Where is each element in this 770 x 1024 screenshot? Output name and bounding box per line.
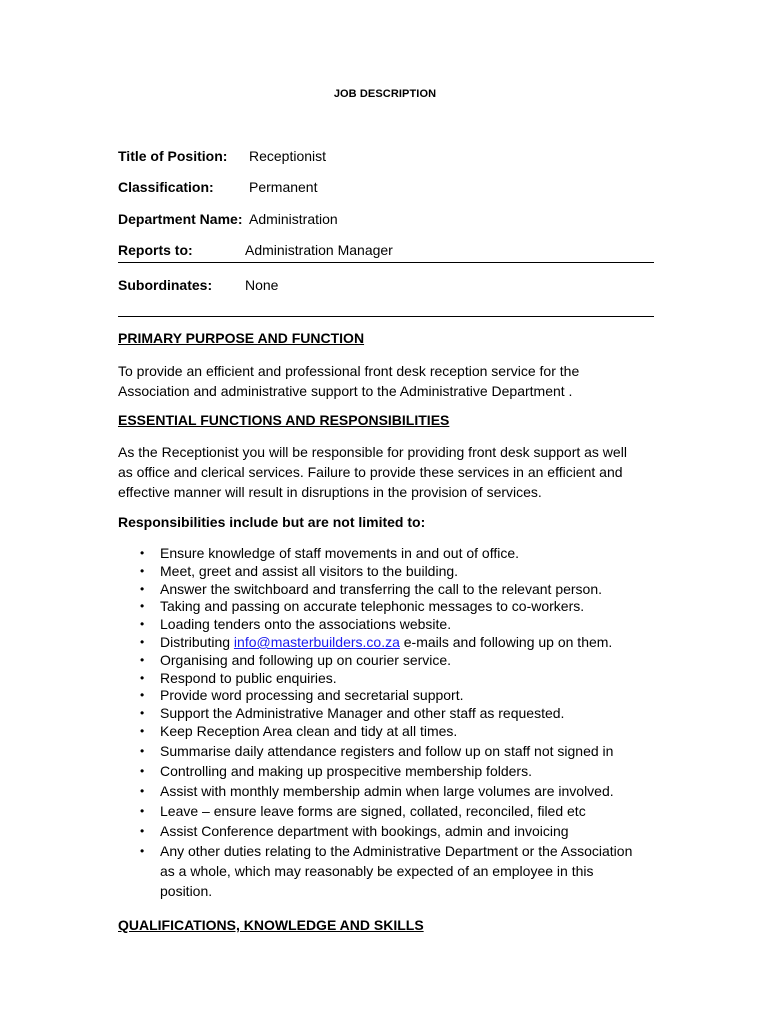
bullet-icon: • [140,670,145,685]
field-label: Subordinates: [118,277,213,293]
horizontal-rule [118,262,654,263]
list-item [118,545,658,563]
field-value: Administration [249,211,338,227]
list-item [118,705,658,723]
list-item-text-before: Distributing [160,633,234,650]
list-item [118,741,658,761]
list-item-text: Support the Administrative Manager and other staff as requested. [160,705,565,722]
bullet-icon: • [140,743,145,758]
bullet-icon: • [140,783,145,798]
list-item-text: Taking and passing on accurate telephonic messages to co-workers. [160,598,585,615]
list-item-text: Respond to public enquiries. [160,669,337,686]
field-label: Classification: [118,179,214,195]
list-item [118,781,658,801]
list-item [118,761,658,781]
bullet-icon: • [140,723,145,738]
email-link[interactable]: info@masterbuilders.co.za [233,633,400,650]
list-item-text: Assist Conference department with bookings, admin and invoicing [160,822,569,839]
list-item-text: Provide word processing and secretarial support. [160,687,464,704]
text-line: position. [160,882,213,899]
list-item [118,670,658,688]
qualifications-heading: QUALIFICATIONS, KNOWLEDGE AND SKILLS [118,917,424,933]
bullet-icon: • [140,546,145,560]
list-item-text: Assist with monthly membership admin when large volumes are involved. [160,782,614,799]
bullet-icon: • [140,706,145,721]
bullet-icon: • [140,652,145,667]
field-value: Administration Manager [245,242,393,258]
text-line: As the Receptionist you will be responsible for providing front desk support as well [118,444,627,460]
bullet-icon: • [140,634,145,649]
list-item-text: Ensure knowledge of staff movements in and out of office. [160,545,520,561]
primary-purpose-text [118,361,658,401]
list-item-text: Answer the switchboard and transferring the call to the relevant person. [160,580,603,597]
bullet-icon: • [140,581,145,596]
list-item-text: Controlling and making up prospecitive membership folders. [160,762,532,779]
text-line: To provide an efficient and professional front desk reception service for the [118,363,580,379]
list-item [118,801,658,821]
document-title: JOB DESCRIPTION [333,88,437,100]
list-item [118,652,658,670]
field-subordinates [118,276,279,294]
field-value: Receptionist [249,148,327,164]
bullet-icon: • [140,688,145,703]
essential-functions-heading: ESSENTIAL FUNCTIONS AND RESPONSIBILITIES [118,412,450,428]
text-line: Association and administrative support to the Administrative Department . [118,383,573,399]
text-line: as office and clerical services. Failure to provide these services in an efficient and [118,464,623,480]
list-item [118,563,658,581]
list-item [118,687,658,705]
field-department-name [118,210,338,228]
text-line: as a whole, which may reasonably be expected of an employee in this [160,862,594,879]
bullet-icon: • [140,843,145,858]
list-item-text-after: e-mails and following up on them. [399,633,613,650]
list-item-text: Meet, greet and assist all visitors to the building. [160,562,459,579]
field-label: Title of Position: [118,148,228,164]
list-item [118,841,658,901]
bullet-icon: • [140,617,145,632]
list-item [118,581,658,599]
bullet-icon: • [140,803,145,818]
field-value: None [245,277,279,293]
text-line: Any other duties relating to the Administrative Department or the Association [160,842,633,859]
field-value: Permanent [249,179,318,195]
responsibilities-list [118,545,658,901]
list-item-text: Loading tenders onto the associations website. [160,616,452,633]
list-item-text: Keep Reception Area clean and tidy at all times. [160,722,458,739]
list-item-text [160,841,658,901]
list-item-text: Summarise daily attendance registers and follow up on staff not signed in [160,742,614,759]
bullet-icon: • [140,599,145,614]
bullet-icon: • [140,823,145,838]
bullet-icon: • [140,763,145,778]
list-item [118,723,658,741]
list-item-text: Leave – ensure leave forms are signed, collated, reconciled, filed etc [160,802,586,819]
list-item-text: Organising and following up on courier service. [160,651,452,668]
field-label: Department Name: [118,211,243,227]
responsibilities-heading: Responsibilities include but are not limited to: [118,514,426,530]
essential-functions-text [118,442,658,502]
list-item [118,616,658,634]
list-item [118,598,658,616]
bullet-icon: • [140,563,145,578]
horizontal-rule [118,316,654,317]
field-label: Reports to: [118,242,193,258]
field-reports-to [118,241,393,259]
primary-purpose-heading: PRIMARY PURPOSE AND FUNCTION [118,330,365,346]
list-item [118,821,658,841]
text-line: effective manner will result in disruptions in the provision of services. [118,484,542,500]
field-classification [118,178,318,196]
field-title-of-position [118,147,327,165]
list-item [118,634,658,652]
